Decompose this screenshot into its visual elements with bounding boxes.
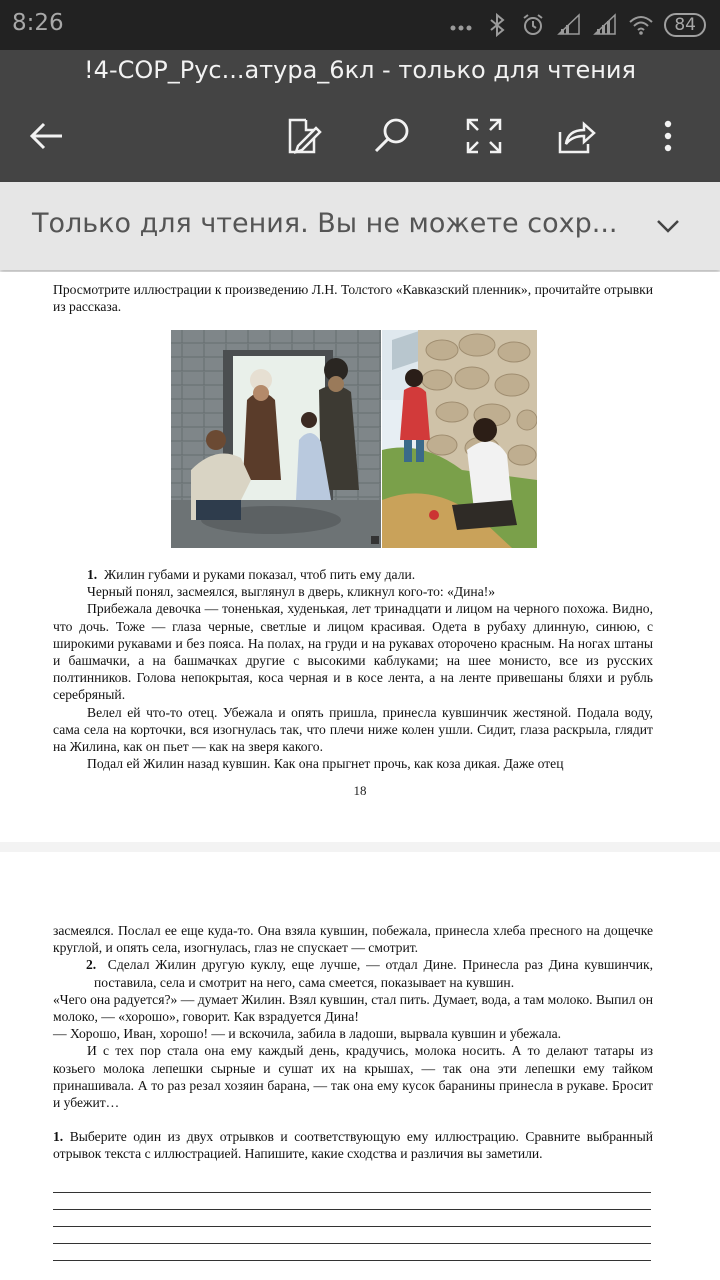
excerpt-1-paragraph-3: Прибежала девочка — тоненькая, худенькая, лет тринадцати и лицом на черного похожа. Видно, что дочь. Тоже — глаза черные, светлые и лицом красивая. Одета в рубаху длинную, синюю, с широкими рукавами и без пояса. На полах, на груди и на рукавах оторочено красным. На ногах штаны и башмачки, а на башмачках другие с высокими каблуками; на шее монисто, все из русских полтинников. Голова непокрытая, коса черная и в косе лента, а на ленте привешаны бляхи и рубль серебряный. <box>53 601 653 703</box>
intro-paragraph <box>53 281 653 315</box>
task-text: Выберите один из двух отрывков и соответствующую ему иллюстрацию. Сравните выбранный отрывок текста с иллюстрацией. Напишите, какие сходства и различия вы заметили. <box>53 1129 653 1162</box>
document-page-1 <box>0 272 720 842</box>
excerpt-2-number: 2. <box>86 957 97 973</box>
answer-line <box>53 1260 651 1261</box>
excerpt-2-paragraph-2: «Чего она радуется?» — думает Жилин. Взял кувшин, стал пить. Думает, вода, а там молоко. Выпил он молоко, — «хорошо», говорит. Как взрадуется Дина! <box>53 991 653 1025</box>
excerpt-2-text: Сделал Жилин другую куклу, еще лучше, — отдал Дине. Принесла раз Дина кувшинчик, поставила, села и смотрит на него, сама смеется, показывает на кувшин. <box>94 957 654 990</box>
document-title: !4-СОР_Рус...атура_6кл - только для чтения <box>84 56 636 84</box>
fullscreen-button[interactable] <box>456 108 512 164</box>
excerpt-1-number: 1. <box>87 567 98 582</box>
more-icon <box>648 116 688 156</box>
illustration-right <box>382 330 537 548</box>
edit-button[interactable] <box>274 108 330 164</box>
edit-icon <box>282 116 322 156</box>
excerpt-1 <box>53 566 653 772</box>
task <box>53 1128 653 1162</box>
page-number: 18 <box>353 783 367 798</box>
excerpt-1-first-line <box>53 566 653 583</box>
document-page-2 <box>0 852 720 1280</box>
back-arrow-icon <box>26 116 66 156</box>
fullscreen-icon <box>464 116 504 156</box>
status-bar <box>0 0 720 50</box>
answer-line <box>53 1226 651 1227</box>
excerpt-1-paragraph-2: Черный понял, засмеялся, выглянул в дверь, кликнул кого-то: «Дина!» <box>87 584 496 600</box>
excerpt-continuation <box>53 922 653 1111</box>
status-time: 8:26 <box>12 10 64 36</box>
wifi-icon <box>628 12 654 38</box>
excerpt-1-first-text: Жилин губами и руками показал, чтоб пить ему дали. <box>104 567 416 582</box>
excerpt-1-continuation: засмеялся. Послал ее еще куда-то. Она взяла кувшин, побежала, принесла хлеба пресного на дощечке круглой, и опять села, изогнулась, глаз не спускает — смотрит. <box>53 923 653 956</box>
answer-line <box>53 1209 651 1210</box>
read-only-banner-text: Только для чтения. Вы не можете сохр... <box>32 208 618 239</box>
app-bar <box>0 50 720 182</box>
bluetooth-icon <box>484 12 510 38</box>
intro-text: Просмотрите иллюстрации к произведению Л.Н. Толстого «Кавказский пленник», прочитайте отрывки из рассказа. <box>53 282 653 315</box>
excerpt-2-first <box>53 956 653 990</box>
excerpt-2-paragraph-4: И с тех пор стала она ему каждый день, крадучись, молока носить. А то делают татары из козьего молока лепешки сырные и сушат их на крышах, — так она эти лепешки ему тайком принашивала. А то раз резал хозяин барана, — так она ему кусок баранины принесла в рукаве. Бросит и убежит… <box>53 1043 653 1111</box>
excerpt-1-paragraph-4: Велел ей что-то отец. Убежала и опять пришла, принесла кувшинчик жестяной. Подала воду, сама села на корточки, вся изогнулась так, что плечи ниже колен ушли. Сидит, глаза раскрыла, глядит на Жилина, как он пьет — как на зверя какого. <box>53 704 653 755</box>
excerpt-2-paragraph-3: — Хорошо, Иван, хорошо! — и вскочила, забила в ладоши, вырвала кувшин и убежала. <box>53 1026 562 1042</box>
share-icon <box>556 116 596 156</box>
more-dots-icon <box>448 12 474 38</box>
illustration-left <box>171 330 381 548</box>
battery-indicator: 84 <box>664 13 706 37</box>
chevron-down-icon[interactable] <box>654 212 682 240</box>
search-button[interactable] <box>364 108 420 164</box>
answer-line <box>53 1243 651 1244</box>
read-only-banner[interactable] <box>0 182 720 270</box>
task-paragraph <box>53 1128 653 1162</box>
answer-lines <box>53 1192 651 1277</box>
more-options-button[interactable] <box>640 108 696 164</box>
alarm-icon <box>520 12 546 38</box>
back-button[interactable] <box>18 108 74 164</box>
excerpt-1-paragraph-5: Подал ей Жилин назад кувшин. Как она прыгнет прочь, как коза дикая. Даже отец <box>87 756 564 772</box>
task-number: 1. <box>53 1129 64 1144</box>
search-icon <box>372 116 412 156</box>
answer-line <box>53 1192 651 1193</box>
signal-icon <box>556 12 582 38</box>
status-icons <box>448 12 706 38</box>
share-button[interactable] <box>548 108 604 164</box>
signal-icon <box>592 12 618 38</box>
